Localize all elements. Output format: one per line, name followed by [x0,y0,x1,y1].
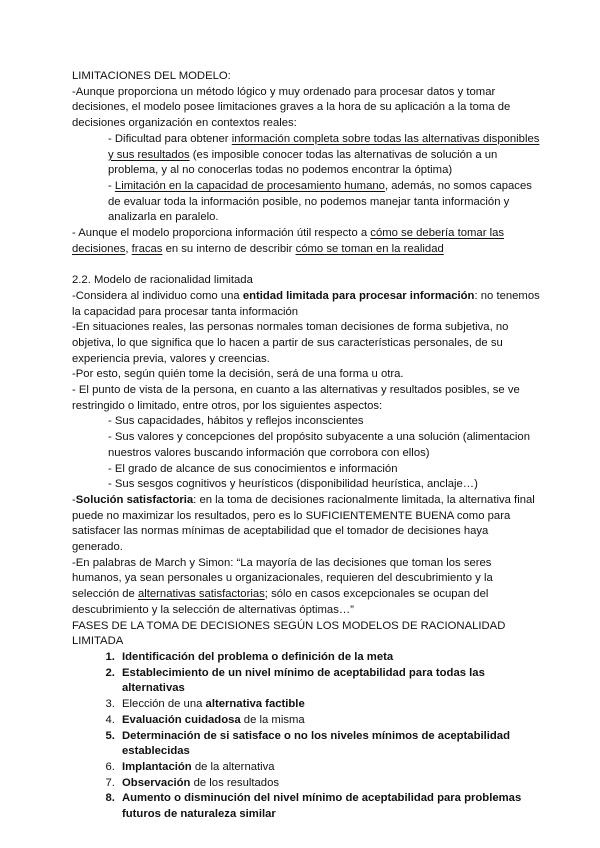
paragraph: -Por esto, según quién tome la decisión, será de una forma u otra. [72,368,404,381]
underlined-phrase: cómo se debería tomar las decisiones [72,227,505,255]
list-item: 3. Elección de una alternativa factible [118,697,540,713]
underlined-phrase: fracas [131,242,163,255]
list-item: 5. Determinación de si satisface o no los niveles mínimos de aceptabilidad establecidas [118,729,540,760]
section-heading-racionalidad: 2.2. Modelo de racionalidad limitada [72,274,253,287]
list-item: 1. Identificación del problema o definición de la meta [118,650,540,666]
limitacion-item-1: - Dificultad para obtener información completa sobre todas las alternativas disponibles y sus resultados (es imposible conocer todas las alternativas de solución a un problema, y al no conocerlas todas no podemos encontrar la óptima) [108,132,540,177]
underlined-phrase: alternativas satisfactorias [137,588,265,601]
paragraph: - El punto de vista de la persona, en cuanto a las alternativas y resultados posibles, se ve restringido o limitado, entre otros, por los siguientes aspectos: [72,384,520,412]
list-item: 4. Evaluación cuidadosa de la misma [118,713,540,729]
limitaciones-intro: -Aunque proporciona un método lógico y muy ordenado para procesar datos y tomar decisiones, el modelo posee limitaciones graves a la hora de su aplicación a la toma de decisiones organización en contextos reales: [72,85,511,130]
underlined-phrase: cómo se toman en la realidad [295,242,444,255]
paragraph: -Solución satisfactoria: en la toma de decisiones racionalmente limitada, la alternativa final puede no maximizar los resultados, pero es lo SUFICIENTEMENTE BUENA como para satisfacer las normas mínimas de aceptabilidad que el tomador de decisiones haya generado. [72,493,535,554]
bold-phrase: Solución satisfactoria [75,493,194,506]
fases-list [72,650,540,823]
aspect-item: - Sus sesgos cognitivos y heurísticos (disponibilidad heurística, anclaje…) [108,478,478,491]
paragraph: -En situaciones reales, las personas normales toman decisiones de forma subjetiva, no objetiva, lo que significa que lo hacen a partir de sus características personales, de su experiencia previa, valores y creencias. [72,321,509,365]
limitacion-item-2: - Limitación en la capacidad de procesamiento humano, además, no somos capaces de evaluar toda la información posible, no podemos manejar tanta información y analizarla en paralelo. [108,179,532,224]
list-item: 7. Observación de los resultados [118,776,540,792]
list-item: 8. Aumento o disminución del nivel mínimo de aceptabilidad para problemas futuros de naturaleza similar [118,791,540,822]
paragraph: -Considera al individuo como una entidad limitada para procesar información: no tenemos la capacidad para procesar tanta información [72,289,540,318]
blank-line [72,257,540,273]
underlined-phrase: información completa sobre todas las alternativas disponibles y sus resultados [108,132,540,161]
aspect-item: - Sus capacidades, hábitos y reflejos inconscientes [108,415,364,428]
underlined-phrase: Limitación en la capacidad de procesamiento humano [114,179,385,192]
bold-phrase: entidad limitada para procesar información [242,289,475,302]
quote-paragraph: -En palabras de March y Simon: “La mayoría de las decisiones que toman los seres humanos, ya sean personales u organizacionales, requieren del descubrimiento y la selección de alternativas satisfactorias; sólo en casos excepcionales se ocupan del descubrimiento y la selección de alternativas óptimas…” [72,556,493,616]
section-title-limitaciones: LIMITACIONES DEL MODELO: [72,70,231,82]
fases-title: FASES DE LA TOMA DE DECISIONES SEGÚN LOS MODELOS DE RACIONALIDAD LIMITADA [72,619,506,648]
aspect-item: - El grado de alcance de sus conocimientos e información [108,462,398,475]
list-item: 2. Establecimiento de un nivel mínimo de aceptabilidad para todas las alternativas [118,666,540,697]
list-item: 6. Implantación de la alternativa [118,760,540,776]
aspect-item: - Sus valores y concepciones del propósito subyacente a una solución (alimentacion nuestros valores buscando información que corrobora con ellos) [108,431,530,459]
limitaciones-closing: - Aunque el modelo proporciona información útil respecto a cómo se debería tomar las decisiones, fracas en su interno de describir cómo se toman en la realidad [72,227,505,255]
